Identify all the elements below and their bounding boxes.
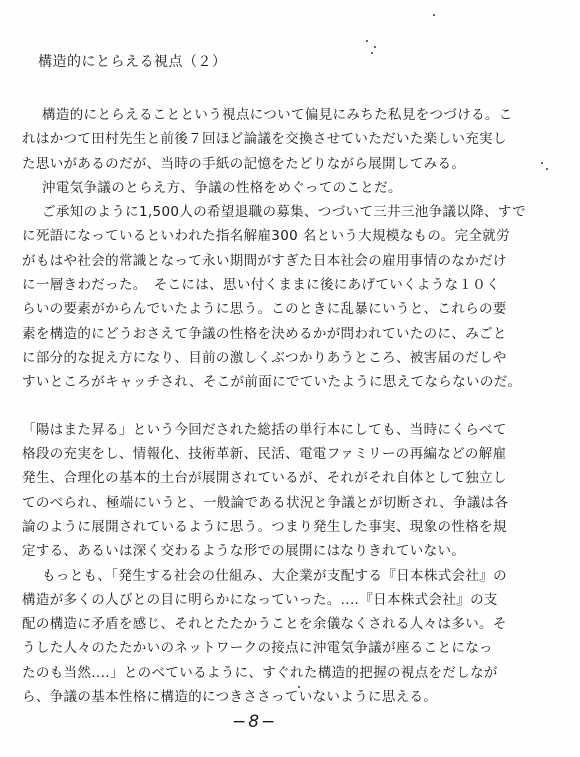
text-line: 発生、合理化の基本的土台が展開されているが、それがそれ自体として独立し xyxy=(22,470,507,487)
text-line: 沖電気争議のとらえ方、争議の性格をめぐってのことだ。 xyxy=(42,179,402,196)
text-line: た思いがあるのだが、当時の手紙の記憶をたどりながら展開してみる。 xyxy=(22,155,466,172)
text-line: に死語になっているといわれた指名解雇300 名という大規模なもの。完全就労 xyxy=(22,228,510,245)
page-number: −8− xyxy=(232,712,278,732)
text-line: 論のように展開されているように思う。つまり発生した事実、現象の性格を規 xyxy=(22,519,507,535)
text-line: うした人々のたたかいのネットワークの接点に沖電気争議が座ることになっ xyxy=(22,640,493,657)
scan-speck xyxy=(374,46,376,48)
scan-speck xyxy=(366,40,368,42)
text-line: 構造的にとらえることという視点について偏見にみちた私見をつづける。こ xyxy=(42,107,513,123)
text-line: れはかつて田村先生と前後７回ほど論議を交換させていただいた楽しい充実し xyxy=(22,131,507,148)
text-line: てのべられ、極端にいうと、一般論である状況と争議とが切断され、争議は各 xyxy=(22,494,509,511)
section-heading: 構造的にとらえる視点（２） xyxy=(38,54,227,70)
text-line: たのも当然‥‥」とのべているように、すぐれた構造的把握の視点をだしなが xyxy=(22,664,498,681)
scan-speck xyxy=(433,14,435,16)
scan-speck xyxy=(546,168,548,170)
text-line: すいところがキャッチされ、そこが前面にでていたように思えてならないのだ。 xyxy=(22,374,522,391)
text-line: 「陽はまた昇る」という今回だされた総括の単行本にしても、当時にくらべて xyxy=(22,421,507,438)
text-line: らいの要素がからんでいたように思う。このときに乱暴にいうと、これらの要 xyxy=(22,301,507,318)
scan-speck xyxy=(298,686,300,688)
text-line: 定する、あるいは深く交わるような形での展開にはなりきれていない。 xyxy=(22,543,466,560)
text-line: 素を構造的にどうおさえて争議の性格を決めるかが問われていたのに、みごと xyxy=(22,325,507,342)
text-line: ご承知のように1,500人の希望退職の募集、つづいて三井三池争議以降、すで xyxy=(42,204,527,221)
text-line: 構造が多くの人びとの目に明らかになっていった。‥‥『日本株式会社』の支 xyxy=(22,591,498,608)
text-line: 格段の充実をし、情報化、技術革新、民活、電電ファミリーの再編などの解雇 xyxy=(22,446,507,463)
text-line: がもはや社会的常識となって永い期間がすぎた日本社会の雇用事情のなかだけ xyxy=(22,252,507,269)
scan-speck xyxy=(371,52,373,54)
text-line: 配の構造に矛盾を感じ、それとたたかうことを余儀なくされる人々は多い。そ xyxy=(22,616,507,633)
text-line: ら、争議の基本性格に構造的につきささっていないように思える。 xyxy=(22,689,438,705)
text-line: もっとも、「発生する社会の仕組み、大企業が支配する『日本株式会社』の xyxy=(42,567,507,584)
text-line: に一層きわだった。 そこには、思い付くままに後にあげていくような１０く xyxy=(22,277,500,293)
scan-speck xyxy=(541,162,543,164)
text-line: に部分的な捉え方になり、目前の激しくぶつかりあうところ、被害届のだしや xyxy=(22,349,507,366)
